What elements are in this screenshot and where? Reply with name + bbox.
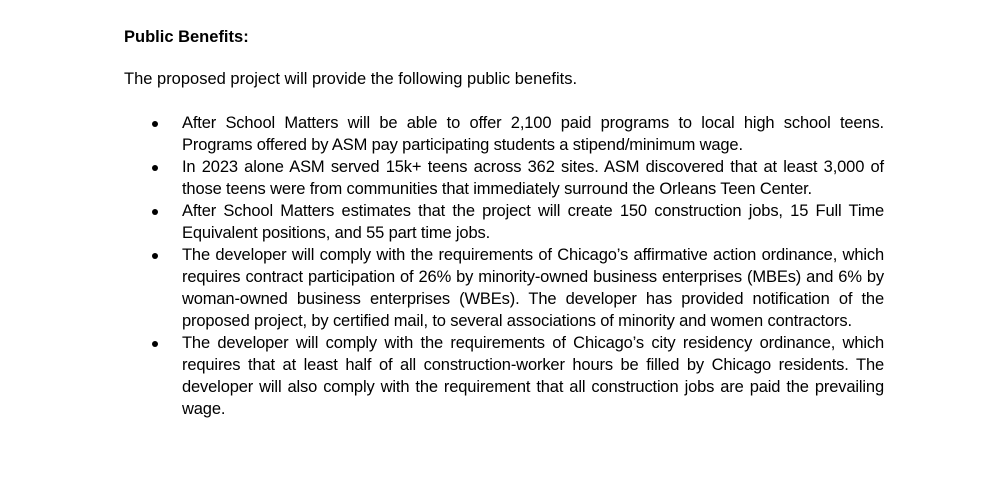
bullet-icon [152, 253, 158, 259]
list-item [0, 112, 1000, 156]
benefits-list [0, 112, 1000, 420]
list-item-text: After School Matters estimates that the project will create 150 construction jobs, 15 Full Time Equivalent positions, and 55 part time jobs. [182, 202, 884, 242]
bullet-icon [152, 165, 158, 171]
bullet-icon [152, 121, 158, 127]
list-item-text: The developer will comply with the requirements of Chicago’s affirmative action ordinance, which requires contract participation of 26% by minority-owned business enterprises (MBEs) and 6% by woman-owned business enterprises (WBEs). The developer has provided notification of the proposed project, by certified mail, to several associations of minority and women contractors. [182, 246, 884, 330]
list-item [0, 156, 1000, 200]
list-item-text: After School Matters will be able to offer 2,100 paid programs to local high school teens. Programs offered by ASM pay participating students a stipend/minimum wage. [182, 114, 884, 154]
bullet-icon [152, 341, 158, 347]
bullet-icon [152, 209, 158, 215]
section-heading: Public Benefits: [124, 28, 249, 46]
intro-paragraph: The proposed project will provide the following public benefits. [124, 70, 578, 88]
list-item-text: In 2023 alone ASM served 15k+ teens across 362 sites. ASM discovered that at least 3,000 of those teens were from communities that immediately surround the Orleans Teen Center. [182, 158, 884, 198]
list-item [0, 332, 1000, 420]
list-item [0, 244, 1000, 332]
list-item [0, 200, 1000, 244]
list-item-text: The developer will comply with the requirements of Chicago’s city residency ordinance, which requires that at least half of all construction-worker hours be filled by Chicago residents. The developer will also comply with the requirement that all construction jobs are paid the prevailing wage. [182, 334, 884, 418]
